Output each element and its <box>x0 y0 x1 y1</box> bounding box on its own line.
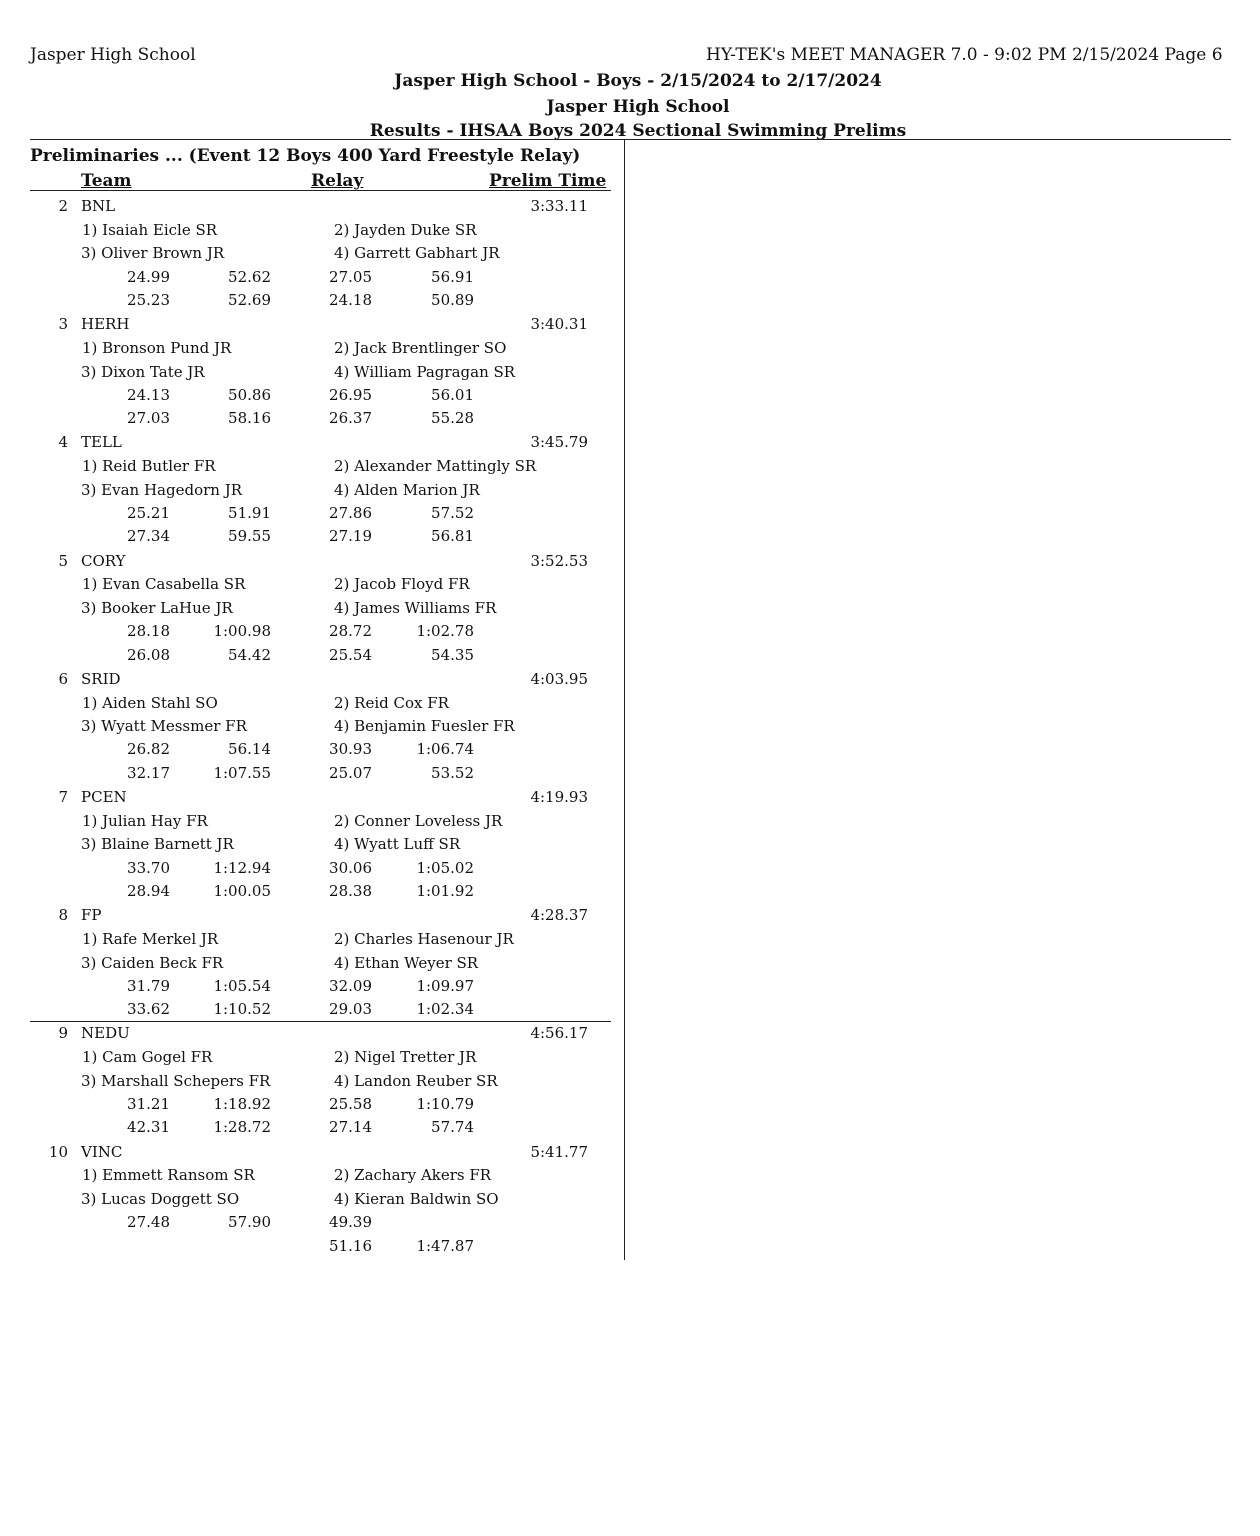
entry-place: 2 <box>58 197 68 215</box>
split-time: 1:02.34 <box>416 1000 474 1019</box>
split-time: 1:07.55 <box>213 763 271 782</box>
col-header-relay: Relay <box>311 171 364 191</box>
entry-team: SRID <box>81 669 121 688</box>
entry-place: 6 <box>58 669 68 688</box>
relay-swimmer: 3) Evan Hagedorn JR <box>81 480 243 499</box>
relay-swimmer: 4) Ethan Weyer SR <box>334 953 479 972</box>
split-time: 28.38 <box>329 882 372 900</box>
meet-location: Jasper High School <box>546 97 730 117</box>
relay-swimmer: 3) Oliver Brown JR <box>81 244 225 263</box>
entry-time: 4:56.17 <box>530 1024 588 1043</box>
entry-place: 8 <box>58 906 68 925</box>
relay-swimmer: 2) Charles Hasenour JR <box>334 930 514 948</box>
split-time: 27.14 <box>329 1118 372 1137</box>
entry-time: 3:40.31 <box>530 315 588 334</box>
split-time: 27.48 <box>127 1213 170 1232</box>
split-time: 56.14 <box>228 740 271 759</box>
split-time: 57.52 <box>431 504 474 522</box>
entry-time: 5:41.77 <box>530 1142 588 1161</box>
split-time: 33.70 <box>127 858 170 877</box>
split-time: 25.54 <box>329 645 372 664</box>
column-header-rule <box>30 190 611 191</box>
entry-place: 9 <box>58 1024 68 1043</box>
split-time: 1:12.94 <box>213 858 271 877</box>
split-time: 1:10.52 <box>213 1000 271 1019</box>
entry-team: NEDU <box>81 1024 130 1043</box>
split-time: 24.99 <box>127 267 170 286</box>
split-time: 27.34 <box>127 527 170 546</box>
entry-time: 3:33.11 <box>530 197 588 215</box>
entry-time: 4:03.95 <box>530 669 588 688</box>
split-time: 57.74 <box>431 1118 474 1137</box>
relay-swimmer: 4) Alden Marion JR <box>334 480 480 499</box>
entry-place: 3 <box>58 315 68 334</box>
split-time: 55.28 <box>431 409 474 428</box>
relay-swimmer: 1) Cam Gogel FR <box>82 1048 213 1067</box>
split-time: 59.55 <box>228 527 271 546</box>
entry-time: 3:45.79 <box>530 433 588 452</box>
split-time: 1:01.92 <box>416 882 474 900</box>
split-time: 51.16 <box>329 1236 372 1255</box>
split-time: 30.06 <box>329 858 372 877</box>
split-time: 28.94 <box>127 882 170 900</box>
relay-swimmer: 1) Emmett Ransom SR <box>82 1166 255 1185</box>
split-time: 1:00.05 <box>213 882 271 900</box>
relay-swimmer: 2) Jayden Duke SR <box>334 220 477 239</box>
split-time: 26.95 <box>329 385 372 404</box>
section-title: Preliminaries ... (Event 12 Boys 400 Yard Freestyle Relay) <box>30 146 581 166</box>
split-time: 25.21 <box>127 504 170 522</box>
split-time: 27.03 <box>127 409 170 428</box>
relay-swimmer: 2) Zachary Akers FR <box>334 1166 492 1185</box>
meet-title: Jasper High School - Boys - 2/15/2024 to 2/17/2024 <box>394 71 882 91</box>
split-time: 1:10.79 <box>416 1095 474 1113</box>
split-time: 54.42 <box>228 645 271 664</box>
entry-time: 3:52.53 <box>530 551 588 570</box>
split-time: 1:47.87 <box>416 1236 474 1255</box>
relay-swimmer: 1) Julian Hay FR <box>82 811 208 830</box>
split-time: 32.09 <box>329 976 372 995</box>
entry-place: 5 <box>58 551 68 570</box>
relay-swimmer: 2) Alexander Mattingly SR <box>334 457 537 476</box>
split-time: 54.35 <box>431 645 474 664</box>
relay-swimmer: 3) Wyatt Messmer FR <box>81 717 247 736</box>
split-time: 1:18.92 <box>213 1095 271 1113</box>
column-divider <box>624 139 625 1260</box>
entry-team: FP <box>81 906 102 925</box>
relay-swimmer: 2) Jack Brentlinger SO <box>334 339 507 357</box>
split-time: 56.91 <box>431 267 474 286</box>
relay-swimmer: 4) Kieran Baldwin SO <box>334 1190 499 1208</box>
relay-swimmer: 1) Reid Butler FR <box>82 457 216 476</box>
split-time: 33.62 <box>127 1000 170 1019</box>
split-time: 31.21 <box>127 1095 170 1113</box>
entry-team: CORY <box>81 551 126 570</box>
entry-place: 10 <box>48 1142 68 1161</box>
relay-swimmer: 3) Blaine Barnett JR <box>81 835 234 854</box>
split-time: 31.79 <box>127 976 170 995</box>
split-time: 27.86 <box>329 504 372 522</box>
split-time: 1:28.72 <box>213 1118 271 1137</box>
relay-swimmer: 4) Benjamin Fuesler FR <box>334 717 515 736</box>
split-time: 56.01 <box>431 385 474 404</box>
relay-swimmer: 4) Wyatt Luff SR <box>334 835 461 854</box>
split-time: 1:09.97 <box>416 976 474 995</box>
split-time: 27.05 <box>329 267 372 286</box>
page-header-left: Jasper High School <box>30 45 196 65</box>
relay-swimmer: 1) Evan Casabella SR <box>82 575 246 594</box>
section-divider-rule <box>30 1021 611 1022</box>
split-time: 1:02.78 <box>416 622 474 641</box>
split-time: 28.18 <box>127 622 170 641</box>
entry-team: HERH <box>81 315 130 334</box>
entry-place: 4 <box>58 433 68 452</box>
relay-swimmer: 3) Caiden Beck FR <box>81 953 224 972</box>
entry-place: 7 <box>58 788 68 806</box>
split-time: 49.39 <box>329 1213 372 1232</box>
split-time: 1:06.74 <box>416 740 474 759</box>
results-title: Results - IHSAA Boys 2024 Sectional Swimming Prelims <box>369 121 907 141</box>
split-time: 24.18 <box>329 291 372 309</box>
header-rule <box>30 139 1231 140</box>
split-time: 26.82 <box>127 740 170 759</box>
split-time: 29.03 <box>329 1000 372 1019</box>
relay-swimmer: 1) Bronson Pund JR <box>82 339 232 357</box>
entry-time: 4:19.93 <box>530 788 588 806</box>
split-time: 57.90 <box>228 1213 271 1232</box>
relay-swimmer: 4) William Pagragan SR <box>334 362 516 381</box>
relay-swimmer: 2) Conner Loveless JR <box>334 811 503 830</box>
split-time: 30.93 <box>329 740 372 759</box>
entry-team: VINC <box>81 1142 123 1161</box>
relay-swimmer: 4) Landon Reuber SR <box>334 1071 498 1090</box>
entry-team: BNL <box>81 197 116 215</box>
page-header-right: HY-TEK's MEET MANAGER 7.0 - 9:02 PM 2/15/2024 Page 6 <box>706 45 1223 65</box>
relay-swimmer: 2) Nigel Tretter JR <box>334 1048 477 1067</box>
relay-swimmer: 3) Marshall Schepers FR <box>81 1071 271 1090</box>
split-time: 25.58 <box>329 1095 372 1113</box>
relay-swimmer: 3) Booker LaHue JR <box>81 599 233 617</box>
split-time: 52.62 <box>228 267 271 286</box>
split-time: 51.91 <box>228 504 271 522</box>
split-time: 53.52 <box>431 763 474 782</box>
relay-swimmer: 4) Garrett Gabhart JR <box>334 244 500 263</box>
relay-swimmer: 1) Rafe Merkel JR <box>82 930 219 948</box>
relay-swimmer: 3) Lucas Doggett SO <box>81 1190 240 1208</box>
relay-swimmer: 1) Isaiah Eicle SR <box>82 220 218 239</box>
split-time: 1:05.02 <box>416 858 474 877</box>
split-time: 26.37 <box>329 409 372 428</box>
relay-swimmer: 1) Aiden Stahl SO <box>82 693 218 712</box>
split-time: 25.07 <box>329 763 372 782</box>
split-time: 1:00.98 <box>213 622 271 641</box>
split-time: 58.16 <box>228 409 271 428</box>
split-time: 52.69 <box>228 291 271 309</box>
entry-time: 4:28.37 <box>530 906 588 925</box>
split-time: 24.13 <box>127 385 170 404</box>
relay-swimmer: 4) James Williams FR <box>334 599 497 617</box>
entry-team: TELL <box>81 433 122 452</box>
split-time: 1:05.54 <box>213 976 271 995</box>
relay-swimmer: 2) Jacob Floyd FR <box>334 575 470 594</box>
split-time: 50.86 <box>228 385 271 404</box>
col-header-time: Prelim Time <box>489 171 607 191</box>
split-time: 50.89 <box>431 291 474 309</box>
relay-swimmer: 2) Reid Cox FR <box>334 693 449 712</box>
split-time: 32.17 <box>127 763 170 782</box>
split-time: 56.81 <box>431 527 474 546</box>
entry-team: PCEN <box>81 788 127 806</box>
split-time: 28.72 <box>329 622 372 641</box>
split-time: 42.31 <box>127 1118 170 1137</box>
col-header-team: Team <box>81 171 132 191</box>
split-time: 27.19 <box>329 527 372 546</box>
split-time: 25.23 <box>127 291 170 309</box>
relay-swimmer: 3) Dixon Tate JR <box>81 362 205 381</box>
split-time: 26.08 <box>127 645 170 664</box>
